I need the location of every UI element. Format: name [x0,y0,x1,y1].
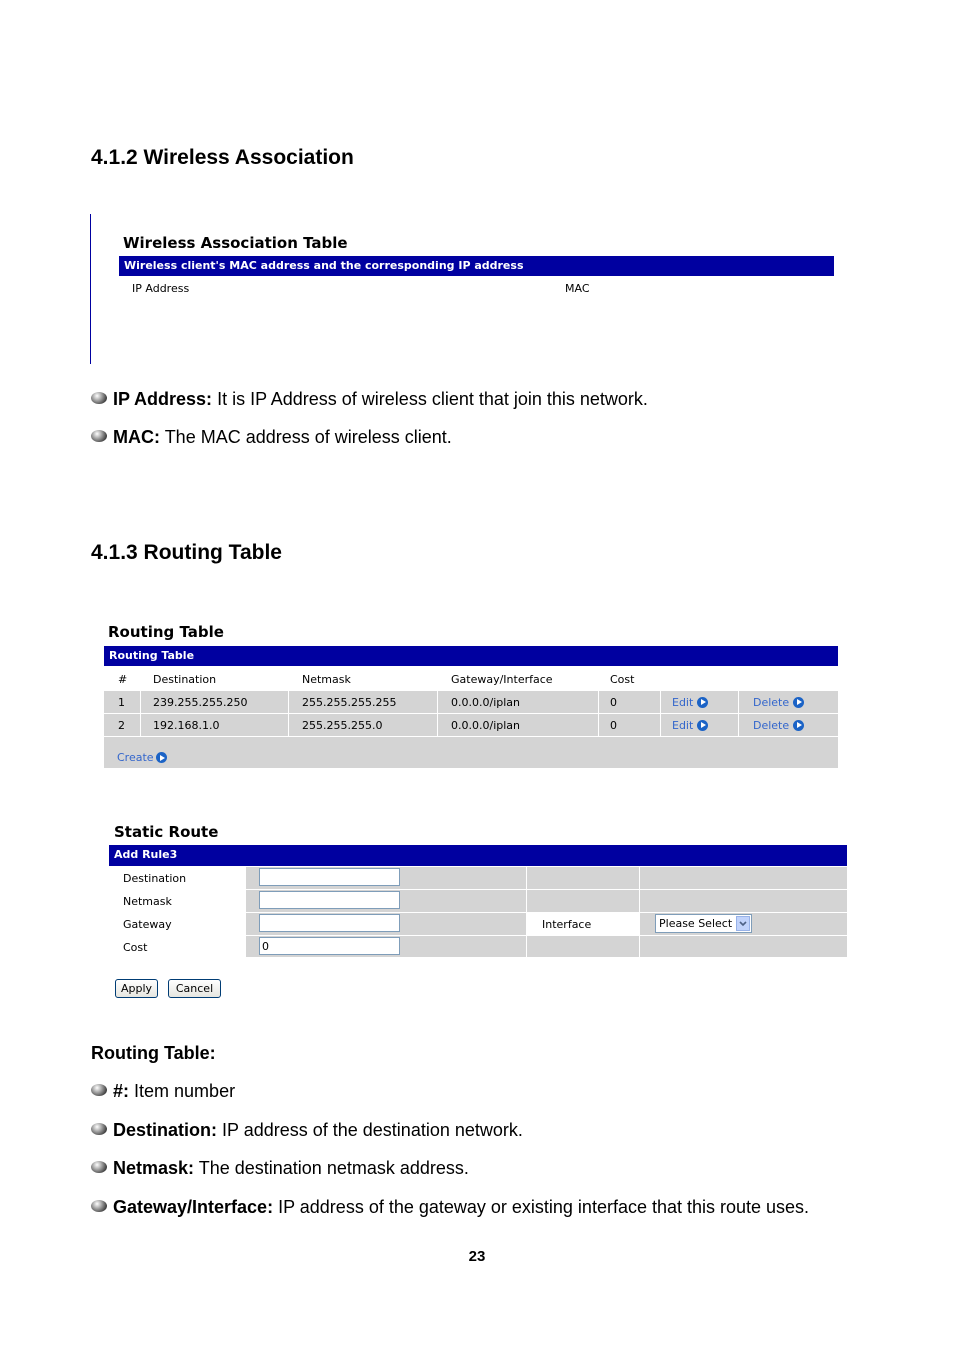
row-gateway: 0.0.0.0/iplan [451,695,520,709]
desc-text: The MAC address of wireless client. [164,427,452,447]
table-row [104,714,838,736]
create-row [104,737,838,768]
desc-text: The destination netmask address. [198,1158,469,1178]
routing-column-headers [104,669,838,689]
interface-select[interactable] [655,914,752,933]
desc-term: Destination: [113,1120,218,1140]
bullet-icon [91,1161,107,1173]
label-netmask: Netmask [123,895,172,908]
wireless-panel-title: Wireless Association Table [123,234,348,252]
cost-input[interactable] [259,937,400,955]
column-ip-address: IP Address [132,282,190,295]
row-num: 1 [118,695,125,709]
section-heading-routing: 4.1.3 Routing Table [91,541,282,564]
page-number: 23 [468,1248,486,1265]
edit-label[interactable]: Edit [672,718,694,732]
bullet-icon [91,1123,107,1135]
desc-gateway-interface [91,1197,809,1218]
label-cost: Cost [123,941,148,954]
destination-input[interactable] [259,868,400,886]
edit-label[interactable]: Edit [672,695,694,709]
apply-button[interactable]: Apply [115,979,158,998]
row-cost: 0 [610,695,617,709]
section-heading-wireless: 4.1.2 Wireless Association [91,146,354,169]
row-netmask: 255.255.255.0 [302,718,383,732]
interface-select-value: Please Select [659,917,733,930]
row-destination: 239.255.255.250 [153,695,248,709]
bullet-icon [91,1200,107,1212]
desc-term: Gateway/Interface: [113,1197,274,1217]
routing-desc-heading: Routing Table: [91,1043,216,1063]
col-header-netmask: Netmask [302,672,351,686]
col-header-destination: Destination [153,672,217,686]
edit-link[interactable] [672,691,708,713]
arrow-right-circle-icon[interactable] [156,752,167,763]
desc-term: Netmask: [113,1158,195,1178]
desc-term: #: [113,1081,130,1101]
netmask-input[interactable] [259,891,400,909]
label-destination: Destination [123,872,187,885]
bullet-icon [91,392,107,404]
delete-link[interactable] [753,691,804,713]
delete-label[interactable]: Delete [753,718,790,732]
chevron-down-icon[interactable] [736,916,750,931]
desc-destination [91,1120,523,1141]
edit-link[interactable] [672,714,708,736]
delete-label[interactable]: Delete [753,695,790,709]
row-netmask: 255.255.255.255 [302,695,397,709]
col-header-cost: Cost [610,672,635,686]
static-route-header-bar: Add Rule3 [109,845,847,866]
wireless-header-bar: Wireless client's MAC address and the corresponding IP address [119,256,834,276]
cancel-button[interactable]: Cancel [168,979,221,998]
row-gateway: 0.0.0.0/iplan [451,718,520,732]
label-gateway: Gateway [123,918,172,931]
desc-term: MAC: [113,427,160,447]
desc-mac [91,427,452,448]
arrow-right-circle-icon[interactable] [793,697,804,708]
routing-header-bar: Routing Table [104,646,838,666]
desc-text: IP address of the destination network. [222,1120,523,1140]
create-label[interactable]: Create [117,751,154,764]
table-row [104,691,838,713]
col-header-num: # [118,672,128,686]
desc-text: Item number [134,1081,236,1101]
desc-netmask [91,1158,469,1179]
panel-left-border [90,214,91,364]
desc-item-num [91,1081,235,1102]
row-cost: 0 [610,718,617,732]
routing-panel-title: Routing Table [108,623,224,641]
arrow-right-circle-icon[interactable] [697,720,708,731]
arrow-right-circle-icon[interactable] [793,720,804,731]
label-interface: Interface [542,918,592,931]
column-mac: MAC [565,282,590,295]
delete-link[interactable] [753,714,804,736]
desc-text: It is IP Address of wireless client that join this network. [217,389,648,409]
bullet-icon [91,430,107,442]
create-link[interactable] [117,742,167,773]
desc-ip-address [91,389,648,410]
col-header-gateway: Gateway/Interface [451,672,553,686]
gateway-input[interactable] [259,914,400,932]
desc-term: IP Address: [113,389,213,409]
desc-text: IP address of the gateway or existing interface that this route uses. [278,1197,810,1217]
static-route-title: Static Route [114,823,219,841]
bullet-icon [91,1084,107,1096]
row-num: 2 [118,718,125,732]
arrow-right-circle-icon[interactable] [697,697,708,708]
row-destination: 192.168.1.0 [153,718,220,732]
